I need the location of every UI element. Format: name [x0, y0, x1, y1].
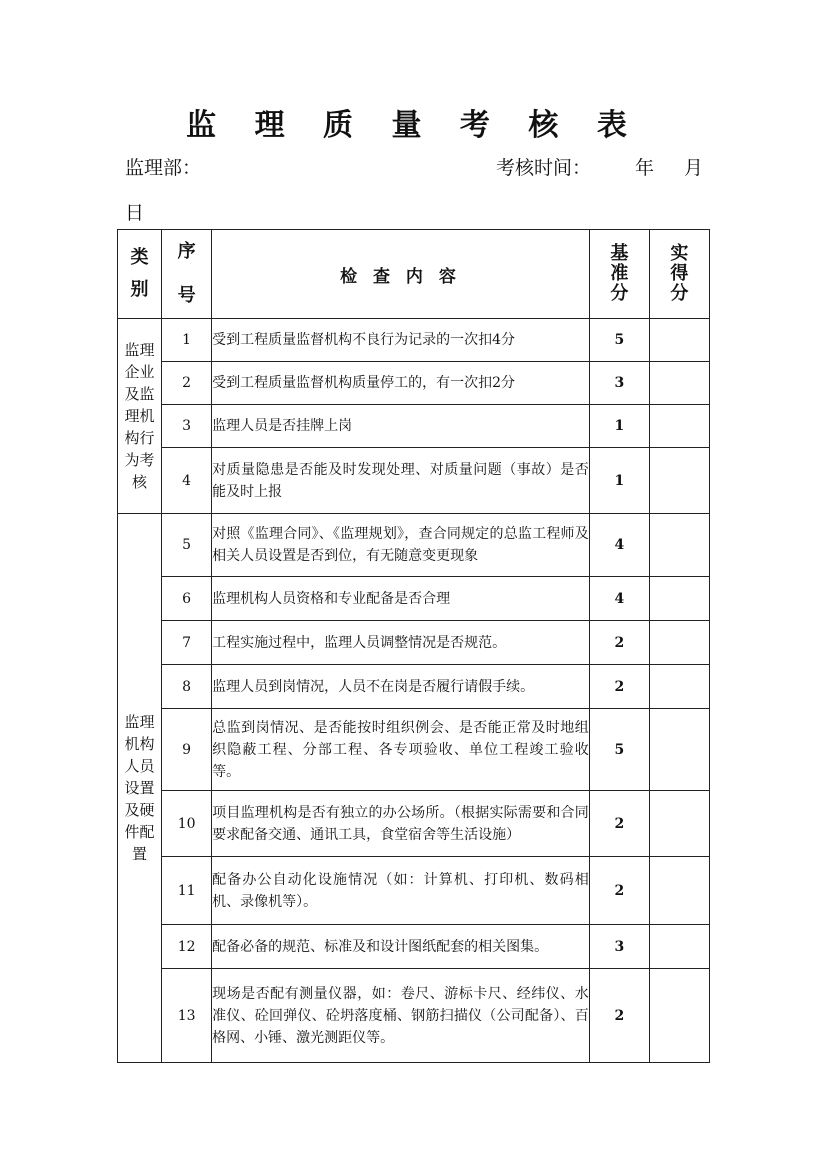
- row-number: 5: [162, 514, 212, 577]
- header-actual-score: [649, 230, 709, 319]
- row-actual-score[interactable]: [649, 857, 709, 925]
- row-base-score: 1: [589, 405, 649, 448]
- row-base-score: 1: [589, 448, 649, 514]
- row-content: 项目监理机构是否有独立的办公场所。（根据实际需要和合同要求配备交通、通讯工具，食堂宿舍等生活设施）: [212, 791, 590, 857]
- table-row: [118, 621, 710, 665]
- header-content: 检 查 内 容: [212, 230, 590, 319]
- row-actual-score[interactable]: [649, 362, 709, 405]
- row-actual-score[interactable]: [649, 709, 709, 791]
- table-row: [118, 925, 710, 969]
- time-label: 考核时间：: [495, 157, 591, 179]
- row-base-score: 5: [589, 319, 649, 362]
- month-label: 月: [683, 157, 703, 179]
- row-base-score: 4: [589, 514, 649, 577]
- table-row: [118, 791, 710, 857]
- category-cell: 监理 企业 及监 理机 构行 为考 核: [118, 319, 162, 514]
- row-base-score: 4: [589, 577, 649, 621]
- row-content: 对质量隐患是否能及时发现处理、对质量问题（事故）是否能及时上报: [212, 448, 590, 514]
- assessment-time: [496, 153, 703, 180]
- row-content: 受到工程质量监督机构质量停工的，有一次扣2分: [212, 362, 590, 405]
- row-actual-score[interactable]: [649, 405, 709, 448]
- table-row: [118, 514, 710, 577]
- row-number: 6: [162, 577, 212, 621]
- page-title: 监 理 质 量 考 核 表: [186, 108, 641, 143]
- row-content: 监理人员到岗情况，人员不在岗是否履行请假手续。: [212, 665, 590, 709]
- day-label: 日: [125, 202, 145, 224]
- row-base-score: 5: [589, 709, 649, 791]
- header-base-score: [589, 230, 649, 319]
- row-content: 监理机构人员资格和专业配备是否合理: [212, 577, 590, 621]
- row-actual-score[interactable]: [649, 577, 709, 621]
- row-content: 现场是否配有测量仪器，如：卷尺、游标卡尺、经纬仪、水准仪、砼回弹仪、砼坍落度桶、钢筋扫描仪（公司配备）、百格网、小锤、激光测距仪等。: [212, 969, 590, 1063]
- assessment-table: [117, 229, 710, 1063]
- row-number: 4: [162, 448, 212, 514]
- header-category: [118, 230, 162, 319]
- row-number: 2: [162, 362, 212, 405]
- row-actual-score[interactable]: [649, 665, 709, 709]
- row-content: 对照《监理合同》、《监理规划》，查合同规定的总监工程师及相关人员设置是否到位，有无随意变更现象: [212, 514, 590, 577]
- row-number: 9: [162, 709, 212, 791]
- table-header-row: [118, 230, 710, 319]
- table-row: [118, 665, 710, 709]
- row-number: 7: [162, 621, 212, 665]
- row-base-score: 2: [589, 621, 649, 665]
- row-base-score: 3: [589, 925, 649, 969]
- row-content: 配备必备的规范、标准及和设计图纸配套的相关图集。: [212, 925, 590, 969]
- row-content: 工程实施过程中，监理人员调整情况是否规范。: [212, 621, 590, 665]
- table-row: [118, 857, 710, 925]
- row-number: 11: [162, 857, 212, 925]
- row-actual-score[interactable]: [649, 791, 709, 857]
- row-number: 13: [162, 969, 212, 1063]
- row-base-score: 3: [589, 362, 649, 405]
- year-label: 年: [634, 157, 654, 179]
- header-actual-text: 实 得 分: [670, 243, 689, 304]
- row-actual-score[interactable]: [649, 319, 709, 362]
- row-actual-score[interactable]: [649, 448, 709, 514]
- row-content: 配备办公自动化设施情况（如：计算机、打印机、数码相机、录像机等）。: [212, 857, 590, 925]
- row-actual-score[interactable]: [649, 621, 709, 665]
- header-category-text: 类 别: [130, 247, 149, 300]
- dept-label: 监理部：: [125, 157, 202, 179]
- row-content: 受到工程质量监督机构不良行为记录的一次扣4分: [212, 319, 590, 362]
- header-number-text: 序 号: [177, 241, 196, 306]
- row-base-score: 2: [589, 969, 649, 1063]
- row-number: 8: [162, 665, 212, 709]
- row-base-score: 2: [589, 665, 649, 709]
- category-cell: 监理 机构 人员 设置 及硬 件配 置: [118, 514, 162, 1063]
- table-row: [118, 405, 710, 448]
- table-row: [118, 319, 710, 362]
- row-actual-score[interactable]: [649, 925, 709, 969]
- row-actual-score[interactable]: [649, 514, 709, 577]
- row-content: 监理人员是否挂牌上岗: [212, 405, 590, 448]
- table-row: [118, 362, 710, 405]
- table-row: [118, 709, 710, 791]
- table-row: [118, 577, 710, 621]
- table-row: [118, 448, 710, 514]
- row-number: 1: [162, 319, 212, 362]
- row-number: 12: [162, 925, 212, 969]
- row-number: 10: [162, 791, 212, 857]
- header-base-text: 基 准 分: [610, 243, 629, 304]
- header-number: [162, 230, 212, 319]
- row-base-score: 2: [589, 857, 649, 925]
- row-number: 3: [162, 405, 212, 448]
- row-actual-score[interactable]: [649, 969, 709, 1063]
- row-base-score: 2: [589, 791, 649, 857]
- row-content: 总监到岗情况、是否能按时组织例会、是否能正常及时地组织隐蔽工程、分部工程、各专项验收、单位工程竣工验收等。: [212, 709, 590, 791]
- table-row: [118, 969, 710, 1063]
